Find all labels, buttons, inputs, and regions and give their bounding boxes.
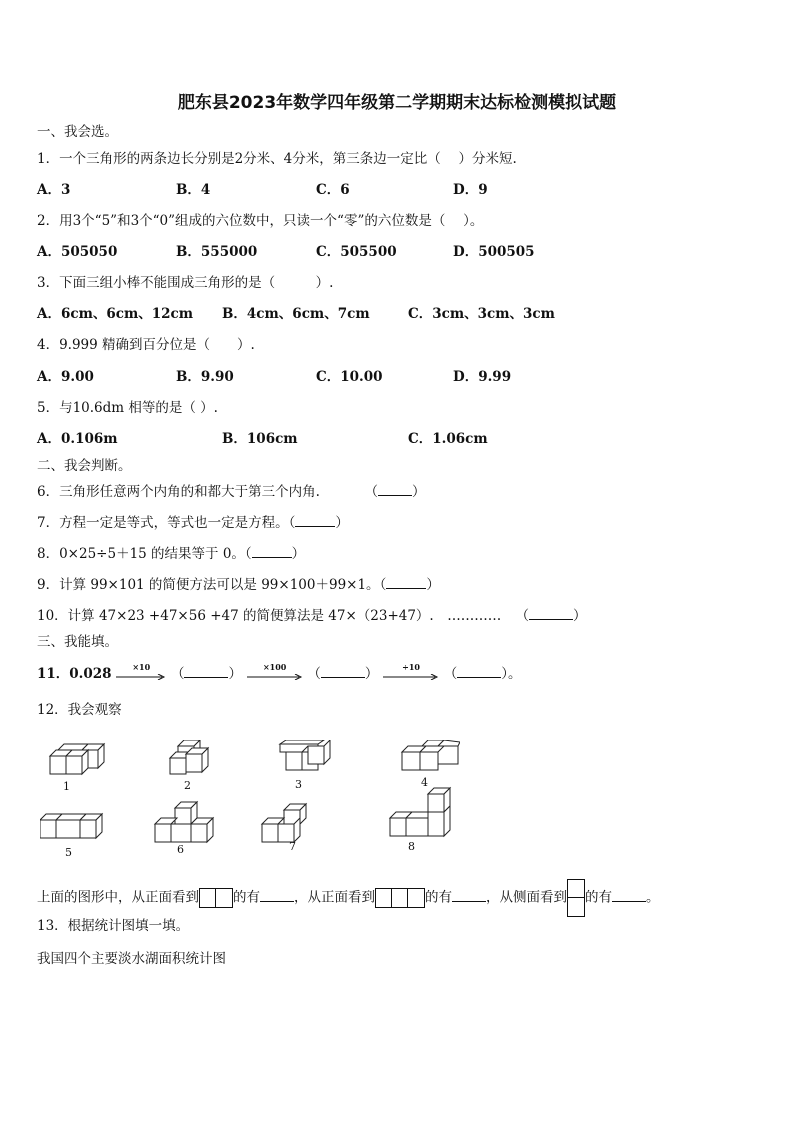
question-12-heading: 12．我会观察 [37, 702, 122, 718]
q11-blank-2[interactable] [321, 664, 365, 678]
question-9 [37, 573, 440, 593]
op-label: ×10 [132, 661, 151, 672]
question-11 [37, 662, 522, 682]
figure-label-1: 1 [63, 780, 70, 793]
q6-answer-blank[interactable] [378, 482, 412, 496]
cube-figure-6 [155, 802, 213, 842]
q12-part-3: ，从正面看到 [294, 889, 375, 906]
q6-paren-open: （ [364, 484, 378, 500]
q3-option-a[interactable]: A．6cm、6cm、12cm [37, 306, 194, 322]
q11-start-value: 11．0.028 [37, 666, 112, 682]
q11-blank-1[interactable] [184, 664, 228, 678]
q11-paren-open: （ [307, 666, 321, 682]
times-10-arrow [116, 661, 166, 682]
question-4: 4．9.999 精确到百分位是（ ）. [37, 337, 255, 353]
cube-figures [40, 740, 460, 858]
front-view-three-squares [375, 888, 425, 908]
q8-paren-open: （ [244, 546, 252, 562]
cube-figure-8 [390, 788, 450, 836]
figure-label-8: 8 [408, 840, 415, 853]
page-title: 肥东县2023年数学四年级第二学期期末达标检测模拟试题 [177, 93, 617, 113]
q10-paren-open: （ [515, 608, 530, 624]
section-heading-judge: 二、我会判断。 [37, 458, 132, 474]
q11-paren-open: （ [170, 666, 185, 682]
cube-figure-1 [50, 744, 104, 774]
section-heading-fill: 三、我能填。 [37, 634, 118, 650]
q7-paren-close: ） [335, 515, 349, 531]
q6-text: 6．三角形任意两个内角的和都大于第三个内角. [37, 484, 320, 500]
q12-blank-1[interactable] [260, 888, 294, 902]
q10-answer-blank[interactable] [529, 606, 573, 620]
q7-text: 7．方程一定是等式，等式也一定是方程。 [37, 515, 289, 531]
q12-part-1: 上面的图形中，从正面看到 [37, 889, 199, 906]
q4-option-d[interactable]: D．9.99 [453, 369, 512, 385]
question-3: 3．下面三组小棒不能围成三角形的是（ ）. [37, 275, 334, 291]
q5-option-a[interactable]: A．0.106m [37, 431, 118, 447]
question-8 [37, 542, 305, 562]
cube-figure-5 [40, 814, 102, 838]
question-10 [37, 604, 587, 624]
q11-period: 。 [508, 666, 522, 682]
q12-blank-3[interactable] [612, 888, 646, 902]
q3-option-c[interactable]: C．3cm、3cm、3cm [408, 306, 555, 322]
figure-label-7: 7 [289, 840, 296, 853]
q11-paren-close: ） [228, 666, 242, 682]
times-100-arrow [247, 661, 303, 682]
side-view-two-stacked [567, 879, 585, 917]
q5-option-b[interactable]: B．106cm [222, 431, 298, 447]
figure-label-3: 3 [295, 778, 302, 791]
cube-figure-2 [170, 740, 208, 774]
q12-part-6: 的有 [585, 889, 612, 906]
q1-option-c[interactable]: C．6 [316, 182, 350, 198]
q2-option-d[interactable]: D．500505 [453, 244, 535, 260]
q3-option-b[interactable]: B．4cm、6cm、7cm [222, 306, 370, 322]
question-6 [37, 480, 425, 500]
q2-option-b[interactable]: B．555000 [176, 244, 258, 260]
front-view-two-squares [199, 888, 233, 908]
q9-paren-close: ） [426, 577, 440, 593]
question-12-sentence [37, 879, 660, 917]
divide-10-arrow [383, 661, 439, 682]
cube-figure-4 [402, 740, 460, 770]
q7-paren-open: （ [288, 515, 296, 531]
q8-answer-blank[interactable] [252, 544, 292, 558]
question-1: 1．一个三角形的两条边长分别是2分米、4分米，第三条边一定比（ ）分米短. [37, 151, 517, 167]
q9-text: 9．计算 99×101 的简便方法可以是 99×100＋99×1。 [37, 577, 380, 593]
q9-paren-open: （ [379, 577, 387, 593]
q9-answer-blank[interactable] [386, 575, 426, 589]
question-7 [37, 511, 349, 531]
q4-option-c[interactable]: C．10.00 [316, 369, 383, 385]
q8-text: 8．0×25÷5＋15 的结果等于 0。 [37, 546, 245, 562]
q11-blank-3[interactable] [457, 664, 501, 678]
figure-label-2: 2 [184, 779, 191, 792]
q12-part-4: 的有 [425, 889, 452, 906]
q4-option-b[interactable]: B．9.90 [176, 369, 234, 385]
q12-part-7: 。 [646, 889, 660, 906]
figure-label-5: 5 [65, 846, 72, 859]
q11-paren-open: （ [443, 666, 458, 682]
q5-option-c[interactable]: C．1.06cm [408, 431, 488, 447]
q10-paren-close: ） [573, 608, 587, 624]
chart-title: 我国四个主要淡水湖面积统计图 [37, 951, 226, 967]
q1-option-b[interactable]: B．4 [176, 182, 211, 198]
q11-paren-close: ） [364, 666, 379, 682]
q11-paren-close: ） [501, 666, 509, 682]
op-label: ÷10 [402, 661, 420, 672]
section-heading-choice: 一、我会选。 [37, 124, 118, 140]
q10-text: 10．计算 47×23 +47×56 +47 的简便算法是 47×（23+47）. ………… [37, 608, 506, 624]
q1-option-d[interactable]: D．9 [453, 182, 488, 198]
q1-option-a[interactable]: A．3 [37, 182, 71, 198]
q2-option-c[interactable]: C．505500 [316, 244, 397, 260]
figure-label-6: 6 [177, 843, 184, 856]
figure-label-4: 4 [421, 776, 428, 789]
question-13-heading: 13．根据统计图填一填。 [37, 918, 190, 934]
q12-part-5: ，从侧面看到 [486, 889, 567, 906]
q12-blank-2[interactable] [452, 888, 486, 902]
q12-part-2: 的有 [233, 889, 260, 906]
q8-paren-close: ） [291, 546, 306, 562]
cube-figure-3 [280, 740, 330, 770]
question-2: 2．用3个“5”和3个“0”组成的六位数中，只读一个“零”的六位数是（ ）。 [37, 213, 484, 229]
q6-paren-close: ） [411, 484, 426, 500]
q4-option-a[interactable]: A．9.00 [37, 369, 94, 385]
q2-option-a[interactable]: A．505050 [37, 244, 118, 260]
op-label: ×100 [262, 661, 287, 672]
cube-figure-7 [262, 804, 306, 842]
q7-answer-blank[interactable] [295, 513, 335, 527]
question-5: 5．与10.6dm 相等的是（ ）. [37, 400, 218, 416]
